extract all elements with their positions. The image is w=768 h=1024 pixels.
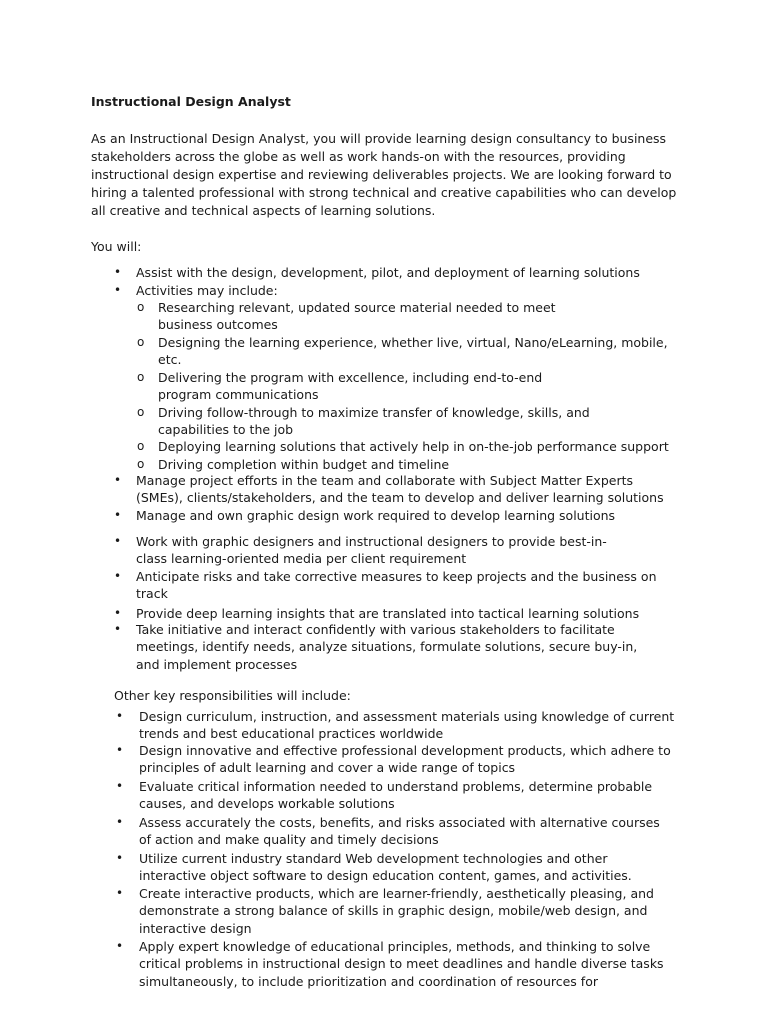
list-item	[136, 282, 278, 299]
responsibility-item-line: Utilize current industry standard Web development technologies and other	[139, 851, 608, 866]
responsibility-item	[139, 742, 671, 777]
intro-line: instructional design expertise and reviewing deliverables projects. We are looking forward to	[91, 167, 672, 182]
responsibility-item-line: Design curriculum, instruction, and assessment materials using knowledge of current	[139, 709, 675, 724]
sub-list-item-line: Designing the learning experience, whether live, virtual, Nano/eLearning, mobile,	[158, 335, 668, 350]
list-item	[136, 621, 637, 673]
list-item-line: Manage project efforts in the team and collaborate with Subject Matter Experts	[136, 473, 633, 488]
sub-list-item-marker: o	[137, 335, 145, 349]
responsibility-item-marker: •	[116, 743, 124, 757]
document-title: Instructional Design Analyst	[91, 94, 291, 109]
list-item-marker: •	[114, 606, 122, 620]
list-item	[136, 472, 664, 507]
sub-list-item-line: etc.	[158, 352, 182, 368]
intro-line: As an Instructional Design Analyst, you will provide learning design consultancy to business	[91, 131, 667, 146]
sub-list-item-marker: o	[137, 405, 145, 419]
sub-list-item-line: Delivering the program with excellence, including end-to-end	[158, 370, 543, 385]
intro-line: hiring a talented professional with strong technical and creative capabilities who can develop	[91, 185, 677, 200]
responsibility-item-marker: •	[116, 939, 124, 953]
list-item-line: track	[136, 586, 168, 602]
list-item-marker: •	[114, 622, 122, 636]
responsibility-item-line: causes, and develops workable solutions	[139, 796, 395, 812]
responsibility-item-marker: •	[116, 815, 124, 829]
responsibility-item-line: of action and make quality and timely decisions	[139, 832, 439, 848]
list-item	[136, 533, 607, 568]
intro-paragraph	[91, 130, 691, 220]
responsibility-item	[139, 814, 660, 849]
responsibility-item-line: Evaluate critical information needed to understand problems, determine probable	[139, 779, 653, 794]
sub-list-item-line: Driving completion within budget and timeline	[158, 457, 450, 472]
sub-list-item-line: program communications	[158, 387, 319, 403]
intro-line: stakeholders across the globe as well as work hands-on with the resources, providing	[91, 149, 626, 164]
list-item	[136, 264, 640, 281]
responsibility-item-marker: •	[116, 779, 124, 793]
list-item-marker: •	[114, 473, 122, 487]
list-item	[136, 507, 615, 524]
responsibility-item-line: Assess accurately the costs, benefits, and risks associated with alternative courses	[139, 815, 660, 830]
list-item-marker: •	[114, 508, 122, 522]
list-item-line: Manage and own graphic design work required to develop learning solutions	[136, 508, 616, 523]
sub-list-item-marker: o	[137, 370, 145, 384]
sub-list-item-line: business outcomes	[158, 317, 278, 333]
list-item-line: Anticipate risks and take corrective measures to keep projects and the business on	[136, 569, 657, 584]
sub-list-item	[158, 299, 556, 334]
responsibility-item	[139, 708, 674, 743]
intro-line: all creative and technical aspects of learning solutions.	[91, 203, 436, 218]
list-item-line: Assist with the design, development, pilot, and deployment of learning solutions	[136, 265, 640, 280]
responsibility-item-line: Design innovative and effective professional development products, which adhere to	[139, 743, 671, 758]
responsibility-item	[139, 778, 652, 813]
responsibility-item-line: Create interactive products, which are learner-friendly, aesthetically pleasing, and	[139, 886, 654, 901]
responsibility-item-marker: •	[116, 709, 124, 723]
responsibility-item-line: trends and best educational practices worldwide	[139, 726, 444, 742]
responsibility-item-marker: •	[116, 886, 124, 900]
sub-list-item	[158, 404, 590, 439]
sub-list-item	[158, 369, 542, 404]
responsibility-item-marker: •	[116, 851, 124, 865]
sub-list-item-line: Deploying learning solutions that actively help in on-the-job performance support	[158, 439, 669, 454]
sub-list-item-line: capabilities to the job	[158, 422, 294, 438]
sub-list-item	[158, 438, 669, 455]
responsibility-item	[139, 938, 664, 990]
list-item-line: Provide deep learning insights that are translated into tactical learning solutions	[136, 606, 640, 621]
responsibility-item-line: Apply expert knowledge of educational principles, methods, and thinking to solve	[139, 939, 651, 954]
other-responsibilities-label: Other key responsibilities will include:	[114, 688, 351, 703]
responsibility-item-line: demonstrate a strong balance of skills in graphic design, mobile/web design, and	[139, 903, 648, 919]
list-item	[136, 568, 657, 603]
responsibility-item	[139, 885, 654, 937]
sub-list-item	[158, 334, 668, 369]
list-item-line: Activities may include:	[136, 283, 278, 298]
sub-list-item-line: Researching relevant, updated source material needed to meet	[158, 300, 556, 315]
list-item-line: Work with graphic designers and instructional designers to provide best-in-	[136, 534, 607, 549]
list-item-line: meetings, identify needs, analyze situations, formulate solutions, secure buy-in,	[136, 639, 638, 655]
list-item	[136, 605, 639, 622]
list-item-marker: •	[114, 534, 122, 548]
sub-list-item-marker: o	[137, 300, 145, 314]
responsibility-item-line: interactive design	[139, 920, 252, 936]
sub-list-item-marker: o	[137, 439, 145, 453]
list-item-marker: •	[114, 569, 122, 583]
you-will-label: You will:	[91, 239, 142, 254]
list-item-marker: •	[114, 283, 122, 297]
list-item-line: (SMEs), clients/stakeholders, and the team to develop and deliver learning solutions	[136, 490, 664, 506]
list-item-line: Take initiative and interact confidently with various stakeholders to facilitate	[136, 622, 615, 637]
sub-list-item	[158, 456, 449, 473]
list-item-marker: •	[114, 265, 122, 279]
responsibility-item-line: simultaneously, to include prioritization and coordination of resources for	[139, 973, 598, 989]
responsibility-item	[139, 850, 632, 885]
list-item-line: and implement processes	[136, 656, 298, 672]
list-item-line: class learning-oriented media per client requirement	[136, 551, 467, 567]
sub-list-item-line: Driving follow-through to maximize transfer of knowledge, skills, and	[158, 405, 590, 420]
responsibility-item-line: interactive object software to design education content, games, and activities.	[139, 868, 632, 884]
responsibility-item-line: principles of adult learning and cover a wide range of topics	[139, 760, 516, 776]
responsibility-item-line: critical problems in instructional design to meet deadlines and handle diverse tasks	[139, 956, 664, 972]
sub-list-item-marker: o	[137, 457, 145, 471]
